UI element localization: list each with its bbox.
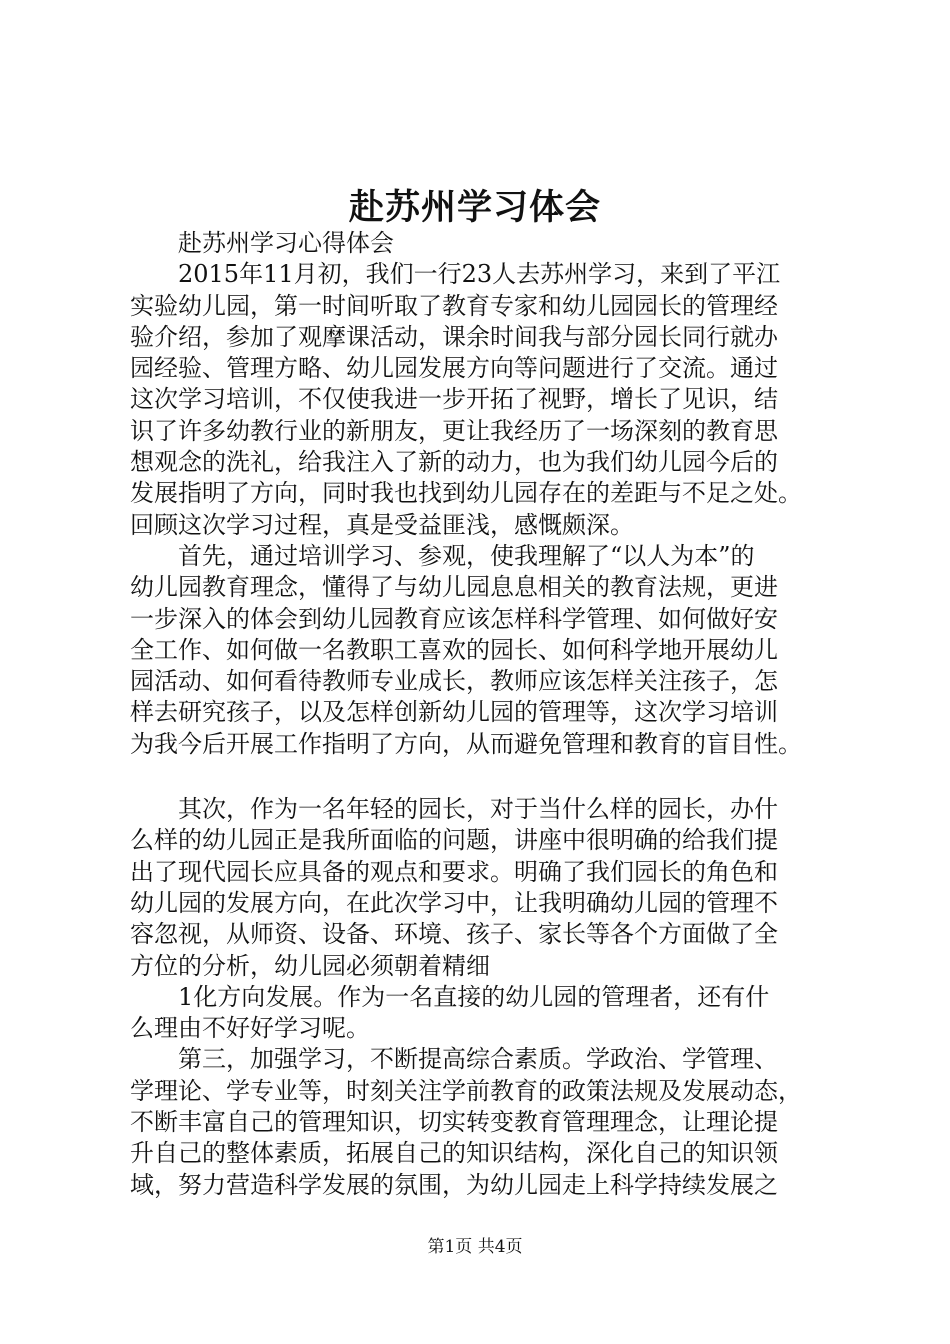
- body-line: 园经验、管理方略、幼儿园发展方向等问题进行了交流。通过: [130, 354, 778, 383]
- body-line: 升自己的整体素质，拓展自己的知识结构，深化自己的知识领: [130, 1139, 778, 1168]
- body-line: 实验幼儿园，第一时间听取了教育专家和幼儿园园长的管理经: [130, 291, 778, 320]
- body-line: 想观念的洗礼，给我注入了新的动力，也为我们幼儿园今后的: [130, 448, 778, 477]
- body-line: 么样的幼儿园正是我所面临的问题，讲座中很明确的给我们提: [130, 826, 778, 855]
- page-number-footer: 第1页 共4页: [427, 1237, 523, 1257]
- body-line: 为我今后开展工作指明了方向，从而避免管理和教育的盲目性。: [130, 729, 802, 758]
- body-line: 域，努力营造科学发展的氛围，为幼儿园走上科学持续发展之: [130, 1170, 778, 1199]
- body-line: 赴苏州学习心得体会: [178, 229, 394, 257]
- body-line: 2015年11月初，我们一行23人去苏州学习，来到了平江: [178, 260, 781, 289]
- body-line: 1化方向发展。作为一名直接的幼儿园的管理者，还有什: [178, 982, 770, 1011]
- body-line: 方位的分析，幼儿园必须朝着精细: [130, 951, 490, 980]
- body-line: 这次学习培训，不仅使我进一步开拓了视野，增长了见识，结: [130, 385, 778, 414]
- body-line: 园活动、如何看待教师专业成长，教师应该怎样关注孩子，怎: [130, 667, 778, 696]
- body-line: 全工作、如何做一名教职工喜欢的园长、如何科学地开展幼儿: [130, 635, 778, 664]
- body-line: 容忽视，从师资、设备、环境、孩子、家长等各个方面做了全: [130, 920, 778, 949]
- body-line: 一步深入的体会到幼儿园教育应该怎样科学管理、如何做好安: [130, 604, 778, 633]
- blank-line: [130, 760, 830, 794]
- body-line: 首先，通过培训学习、参观，使我理解了“以人为本”的: [178, 541, 755, 570]
- body-line: 幼儿园教育理念，懂得了与幼儿园息息相关的教育法规，更进: [130, 573, 778, 602]
- document-title: 赴苏州学习体会: [348, 187, 601, 228]
- body-line: 发展指明了方向，同时我也找到幼儿园存在的差距与不足之处。: [130, 479, 802, 508]
- body-line: 验介绍，参加了观摩课活动，课余时间我与部分园长同行就办: [130, 322, 778, 351]
- body-line: 样去研究孩子，以及怎样创新幼儿园的管理等，这次学习培训: [130, 698, 778, 727]
- body-line: 学理论、学专业等，时刻关注学前教育的政策法规及发展动态，: [130, 1076, 802, 1105]
- document-body: [130, 228, 830, 1201]
- body-line: 第三，加强学习，不断提高综合素质。学政治、学管理、: [178, 1045, 778, 1074]
- body-line: 幼儿园的发展方向，在此次学习中，让我明确幼儿园的管理不: [130, 888, 778, 917]
- body-line: 其次，作为一名年轻的园长，对于当什么样的园长，办什: [178, 795, 778, 824]
- body-line: 识了许多幼教行业的新朋友，更让我经历了一场深刻的教育思: [130, 416, 778, 445]
- body-line: 出了现代园长应具备的观点和要求。明确了我们园长的角色和: [130, 857, 778, 886]
- body-line: 么理由不好好学习呢。: [130, 1014, 370, 1043]
- body-line: 不断丰富自己的管理知识，切实转变教育管理理念，让理论提: [130, 1108, 778, 1137]
- body-line: 回顾这次学习过程，真是受益匪浅，感慨颇深。: [130, 510, 634, 539]
